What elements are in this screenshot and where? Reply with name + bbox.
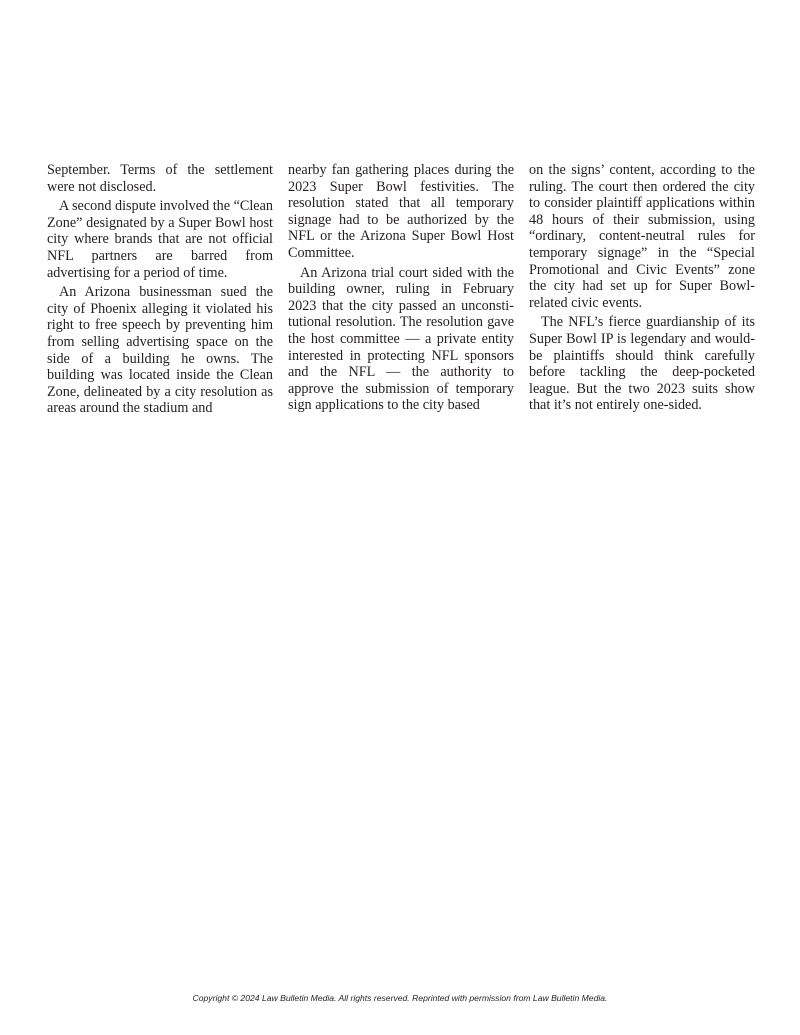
- article-column-1: [47, 162, 273, 417]
- article-column-3: [529, 162, 755, 417]
- paragraph: on the signs’ content, according to the ruling. The court then ordered the city to consider plaintiff applications within 48 hours of their submission, using “ordinary, content-neutral rules for temporary signage” in the “Special Promotional and Civic Events” zone the city had set up for Super Bowl-related civic events.: [529, 162, 755, 311]
- paragraph: September. Terms of the settlement were not disclosed.: [47, 162, 273, 195]
- article-body: [47, 162, 755, 417]
- paragraph: The NFL’s fierce guardianship of its Super Bowl IP is legendary and would-be plaintiffs should think carefully before tackling the deep-pocketed league. But the two 2023 suits show that it’s not entirely one-sided.: [529, 314, 755, 414]
- paragraph: An Arizona trial court sided with the building owner, ruling in February 2023 that the city passed an unconstitutional resolution. The resolution gave the host committee — a private entity interested in protecting NFL sponsors and the NFL — the authority to approve the submission of temporary sign applications to the city based: [288, 264, 514, 414]
- paragraph: A second dispute involved the “Clean Zone” designated by a Super Bowl host city where brands that are not official NFL partners are barred from advertising for a period of time.: [47, 198, 273, 281]
- paragraph: nearby fan gathering places during the 2023 Super Bowl festivities. The resolution stated that all temporary signage had to be authorized by the NFL or the Arizona Super Bowl Host Committee.: [288, 162, 514, 261]
- article-column-2: [288, 162, 514, 417]
- copyright-footer: Copyright © 2024 Law Bulletin Media. All rights reserved. Reprinted with permission from Law Bulletin Media.: [192, 993, 608, 1003]
- paragraph: An Arizona businessman sued the city of Phoenix alleging it violated his right to free speech by preventing him from selling advertising space on the side of a building he owns. The building was located inside the Clean Zone, delineated by a city resolution as areas around the stadium and: [47, 284, 273, 417]
